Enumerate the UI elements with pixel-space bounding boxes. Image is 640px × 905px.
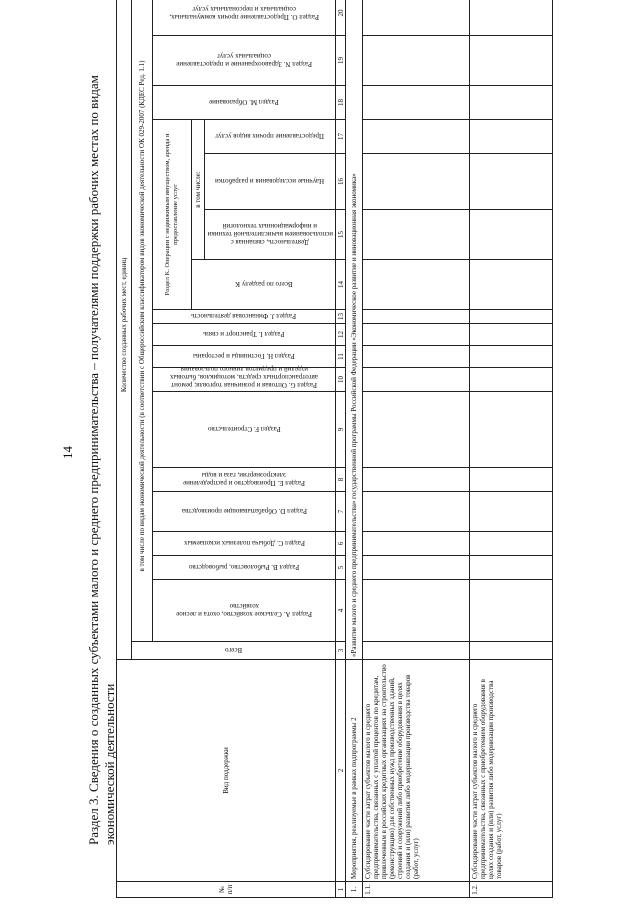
sec-i-header: Раздел I. Транспорт и связь bbox=[153, 324, 336, 346]
sec-e-header: Раздел E. Производство и распределение электроэнергии, газа и воды bbox=[153, 468, 336, 492]
table-row: 1.2. Субсидирование части затрат субъектов малого и среднего предпринимательства, связанных с приобретением оборудования в целях создания и (или) развития либо модернизации производства товаров (работ, услуг) bbox=[470, 0, 553, 898]
col-support-type-header: Вид поддержки bbox=[117, 660, 336, 882]
sec-k-incl-header: в том числе: bbox=[192, 120, 205, 260]
table-row: 1.1. Субсидирование части затрат субъектов малого и среднего предпринимательства, связанных с уплатой процентов по кредитам, привлеченным в российских кредитных организациях на строительство (реконструкцию) для собственных нужд производственных зданий, строений и сооружений либо приобретение оборудования в целях создания и (или) развития либо модернизации производства товаров (работ, услуг) bbox=[363, 0, 470, 898]
page-number: 14 bbox=[60, 446, 75, 459]
sec-c-header: Раздел C. Добыча полезных ископаемых bbox=[153, 532, 336, 556]
sec-b-header: Раздел B. Рыболовство, рыбоводство bbox=[153, 556, 336, 580]
sec-k-2-header: Научные исследования и разработки bbox=[205, 154, 336, 210]
sec-k-total-header: Всего по разделу K bbox=[192, 260, 336, 310]
column-number-row: 1 2 3 4 5 6 7 8 9 10 11 12 13 14 15 16 17 18 19 20 bbox=[336, 0, 346, 898]
sec-n-header: Раздел N. Здравоохранение и предоставление социальных услуг bbox=[153, 36, 336, 86]
sec-h-header: Раздел H. Гостиницы и рестораны bbox=[153, 346, 336, 368]
jobs-table bbox=[116, 0, 553, 898]
col-no-header: № п/п bbox=[117, 882, 336, 898]
total-header: Всего bbox=[132, 642, 336, 660]
table-frame bbox=[116, 5, 566, 898]
sec-d-header: Раздел D. Обрабатывающие производства bbox=[153, 492, 336, 532]
by-activity-header: в том числе по видам экономической деятельности (в соответствии с Общероссийским классификатором видов экономической деятельности ОК 029-2007 (КДЕС Ред. 1.1) bbox=[132, 0, 153, 642]
program-row: 1. Мероприятия, реализуемые в рамках подпрограммы 2 «Развитие малого и среднего предпринимательства» государственной программы Российской Федерации «Экономическое развитие и инновационная экономика» bbox=[346, 0, 363, 898]
sec-a-header: Раздел A. Сельское хозяйство, охота и лесное хозяйство bbox=[153, 580, 336, 642]
sec-f-header: Раздел F. Строительство bbox=[153, 392, 336, 468]
created-jobs-header: Количество созданных рабочих мест, единиц bbox=[117, 0, 132, 660]
sec-j-header: Раздел J. Финансовая деятельность bbox=[153, 310, 336, 324]
sec-o-header: Раздел O. Предоставление прочих коммунальных, социальных и персональных услуг bbox=[153, 0, 336, 36]
sec-k-3-header: Предоставление прочих видов услуг bbox=[205, 120, 336, 154]
sec-k-header: Раздел K. Операции с недвижимым имуществом, аренда и предоставление услуг bbox=[153, 120, 192, 310]
sec-g-header: Раздел G. Оптовая и розничная торговля; ремонт автотранспортных средств, мотоциклов, бытовых изделий и предметов личного пользования bbox=[153, 368, 336, 392]
sec-k-1-header: Деятельность, связанная с использованием вычислительной техники и информационных технологий bbox=[205, 210, 336, 260]
sec-m-header: Раздел M. Образование bbox=[153, 86, 336, 120]
section-title: Раздел 3. Сведения о созданных субъектами малого и среднего предпринимательства – получателями поддержки рабочих местах по видам экономической деятельности bbox=[86, 75, 117, 845]
